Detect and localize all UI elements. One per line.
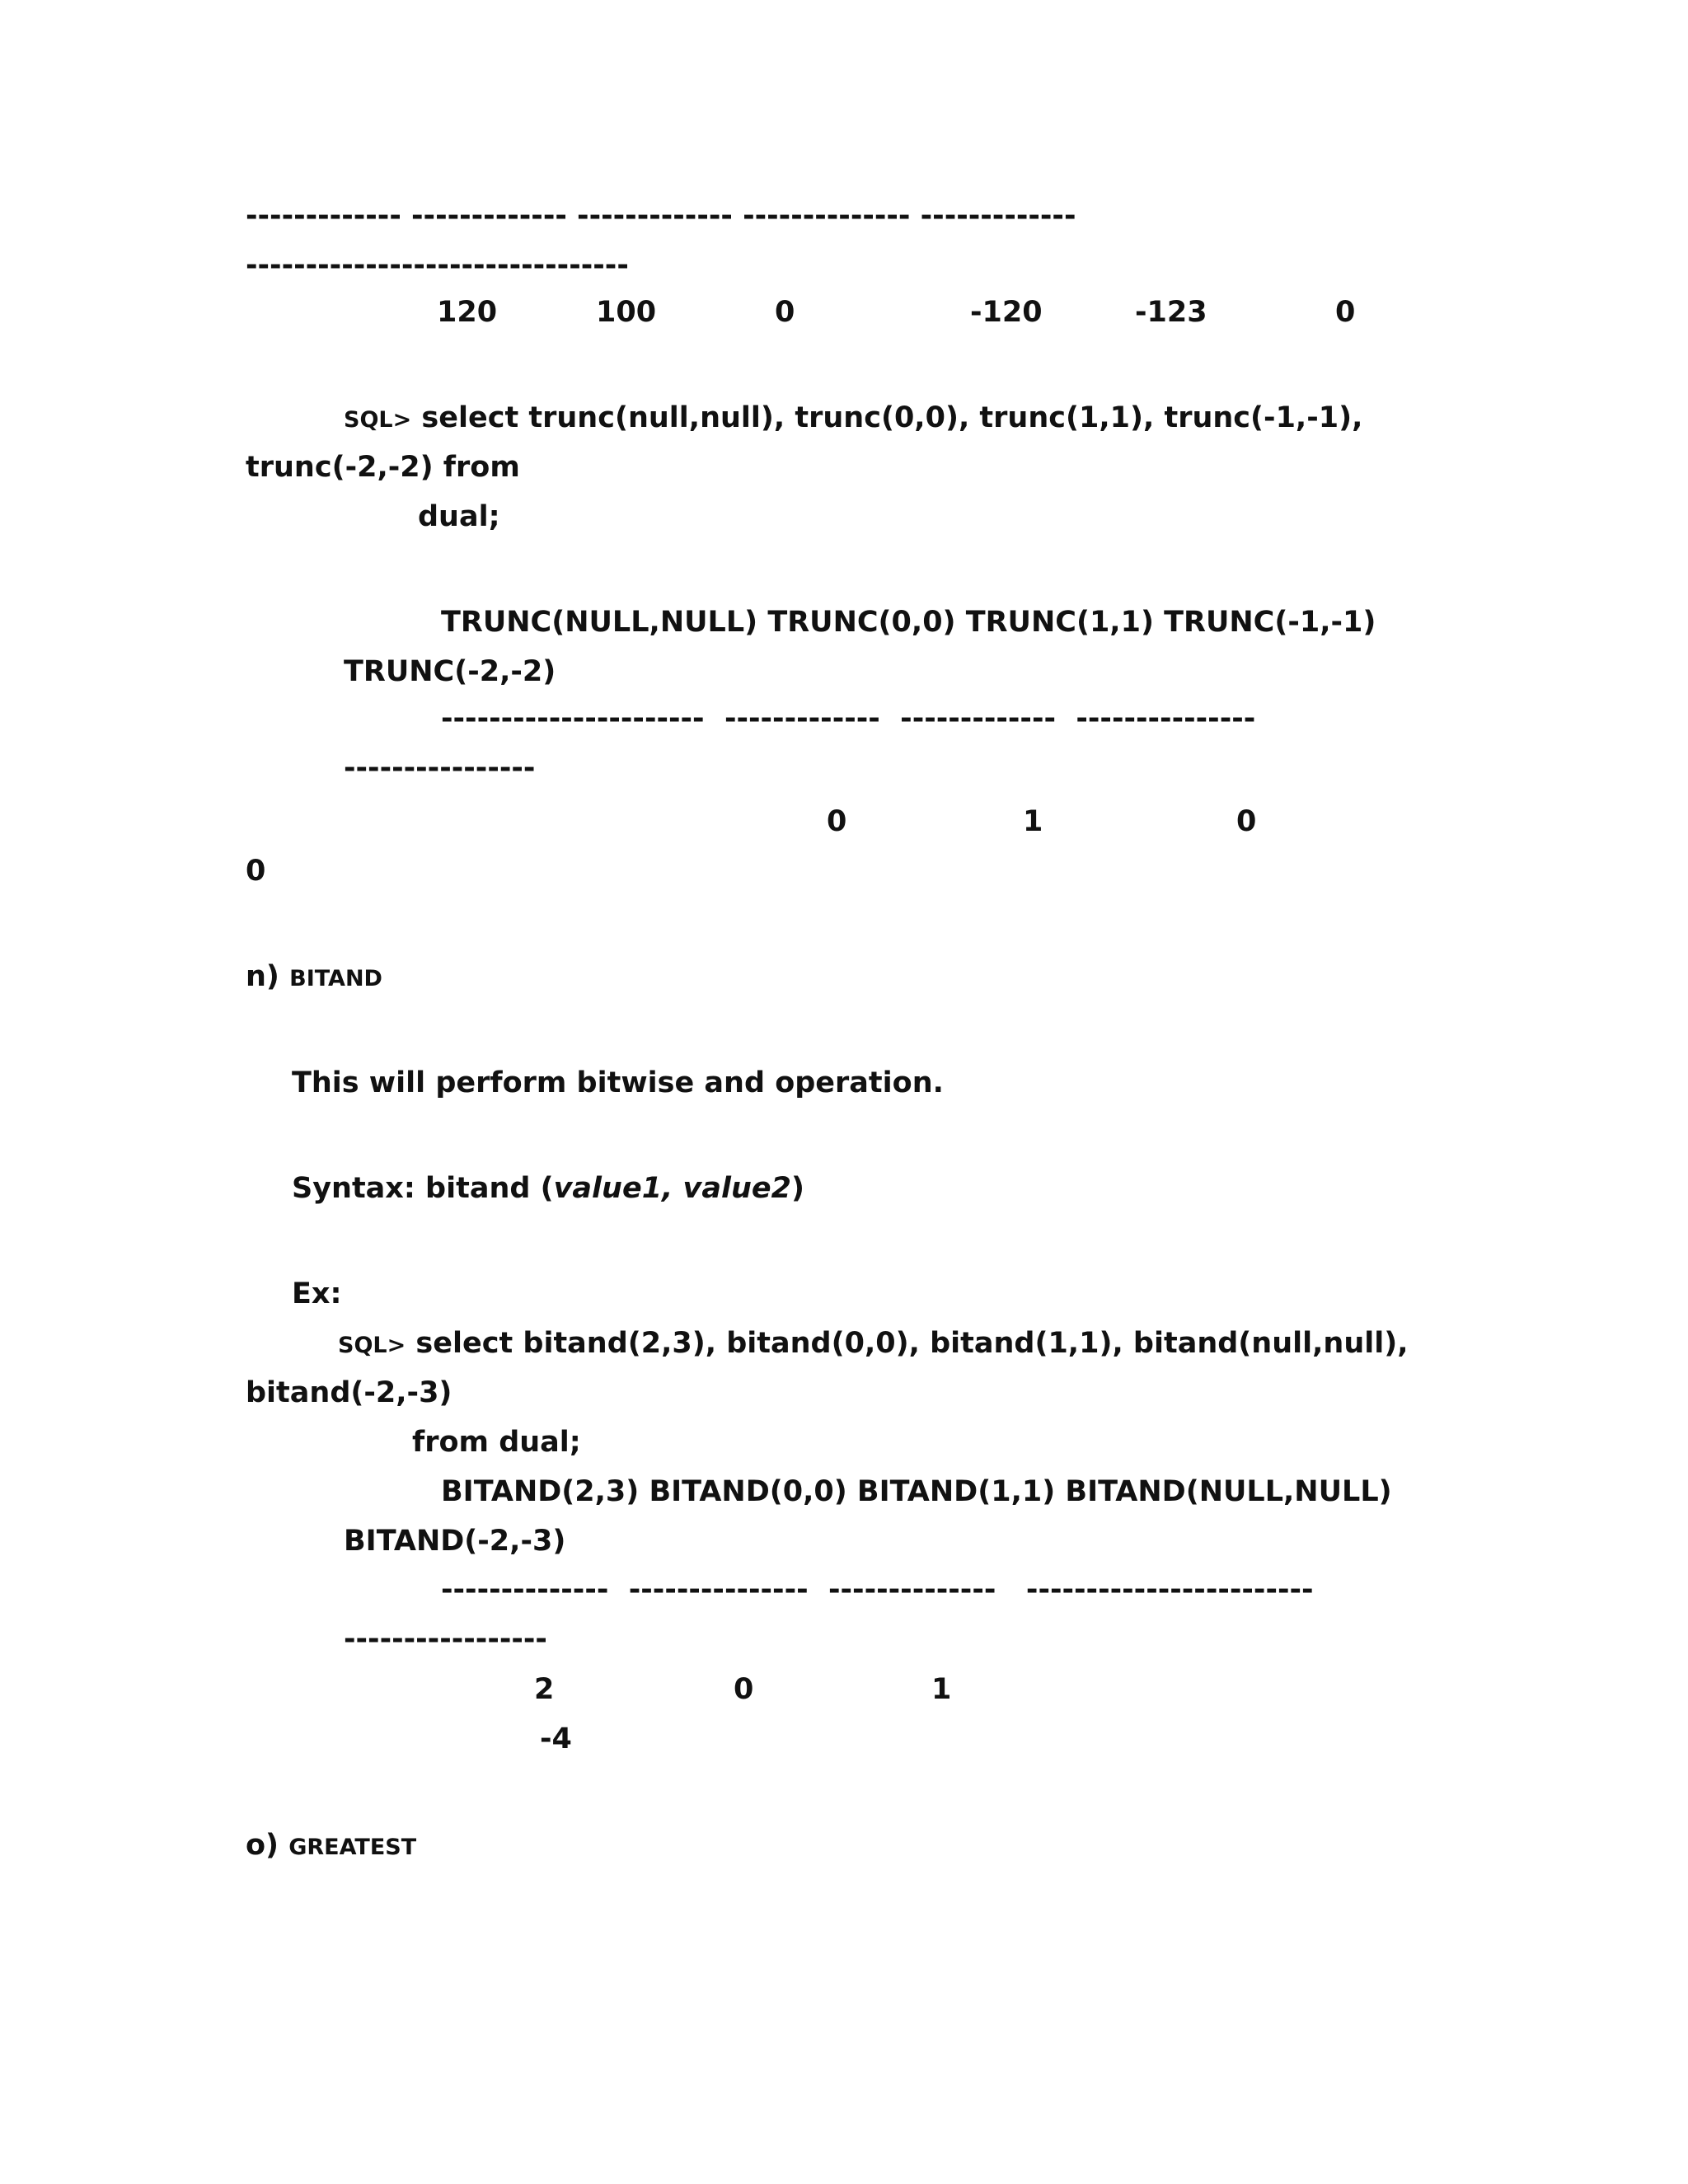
result-dashes: ---------------------- ------------- ------------- --------------- <box>441 702 1256 735</box>
result-value: -4 <box>540 1722 572 1755</box>
trunc-dash-row-2: -------------------------------- <box>246 249 629 282</box>
trunc-value: 0 <box>1335 296 1356 329</box>
bitand-syntax <box>292 1174 804 1203</box>
result-value: 0 <box>734 1673 754 1706</box>
sql-query-line <box>344 401 1363 434</box>
sql-query-line: bitand(-2,-3) <box>246 1376 452 1409</box>
result-header: BITAND(-2,-3) <box>344 1525 566 1558</box>
trunc-value: 100 <box>596 296 657 329</box>
result-header: TRUNC(NULL,NULL) TRUNC(0,0) TRUNC(1,1) TRUNC(-1,-1) <box>441 606 1376 639</box>
trunc-value: -120 <box>970 296 1043 329</box>
section-name: GREATEST <box>288 1835 417 1860</box>
result-header: TRUNC(-2,-2) <box>344 655 556 688</box>
sql-query-line: from dual; <box>412 1426 581 1459</box>
result-header: BITAND(2,3) BITAND(0,0) BITAND(1,1) BITAND(NULL,NULL) <box>441 1475 1392 1508</box>
section-label: n) <box>246 960 279 993</box>
sql-prompt: SQL> <box>344 407 412 433</box>
result-dashes: ----------------- <box>344 1623 547 1656</box>
sql-prompt: SQL> <box>338 1333 406 1358</box>
sql-query-line <box>338 1329 1409 1358</box>
bitand-description: This will perform bitwise and operation. <box>292 1066 944 1099</box>
trunc-value: -123 <box>1135 296 1207 329</box>
query-text: select bitand(2,3), bitand(0,0), bitand(1,1), bitand(null,null), <box>415 1327 1409 1360</box>
trunc-dash-row: ------------- ------------- ------------- -------------- ------------- <box>246 199 1076 232</box>
result-dashes: ---------------- <box>344 752 536 785</box>
result-value: 0 <box>246 855 266 888</box>
syntax-args: value1, value2 <box>553 1172 791 1205</box>
result-value: 2 <box>534 1673 555 1706</box>
section-heading-greatest <box>246 1831 416 1860</box>
section-name: BITAND <box>289 966 382 991</box>
syntax-suffix: ) <box>790 1172 804 1205</box>
result-value: 0 <box>1236 805 1257 838</box>
trunc-value: 120 <box>437 296 498 329</box>
trunc-value: 0 <box>775 296 795 329</box>
result-value: 0 <box>827 805 847 838</box>
query-text: select trunc(null,null), trunc(0,0), trunc(1,1), trunc(-1,-1), <box>421 401 1363 434</box>
syntax-prefix: Syntax: bitand ( <box>292 1172 554 1205</box>
result-value: 1 <box>1023 805 1043 838</box>
section-label: o) <box>246 1829 279 1862</box>
sql-query-line: dual; <box>418 500 500 533</box>
result-dashes: -------------- --------------- -------------- ------------------------ <box>441 1573 1314 1606</box>
sql-query-line: trunc(-2,-2) from <box>246 451 520 484</box>
example-label: Ex: <box>292 1277 342 1310</box>
result-value: 1 <box>931 1673 952 1706</box>
section-heading-bitand <box>246 960 382 993</box>
